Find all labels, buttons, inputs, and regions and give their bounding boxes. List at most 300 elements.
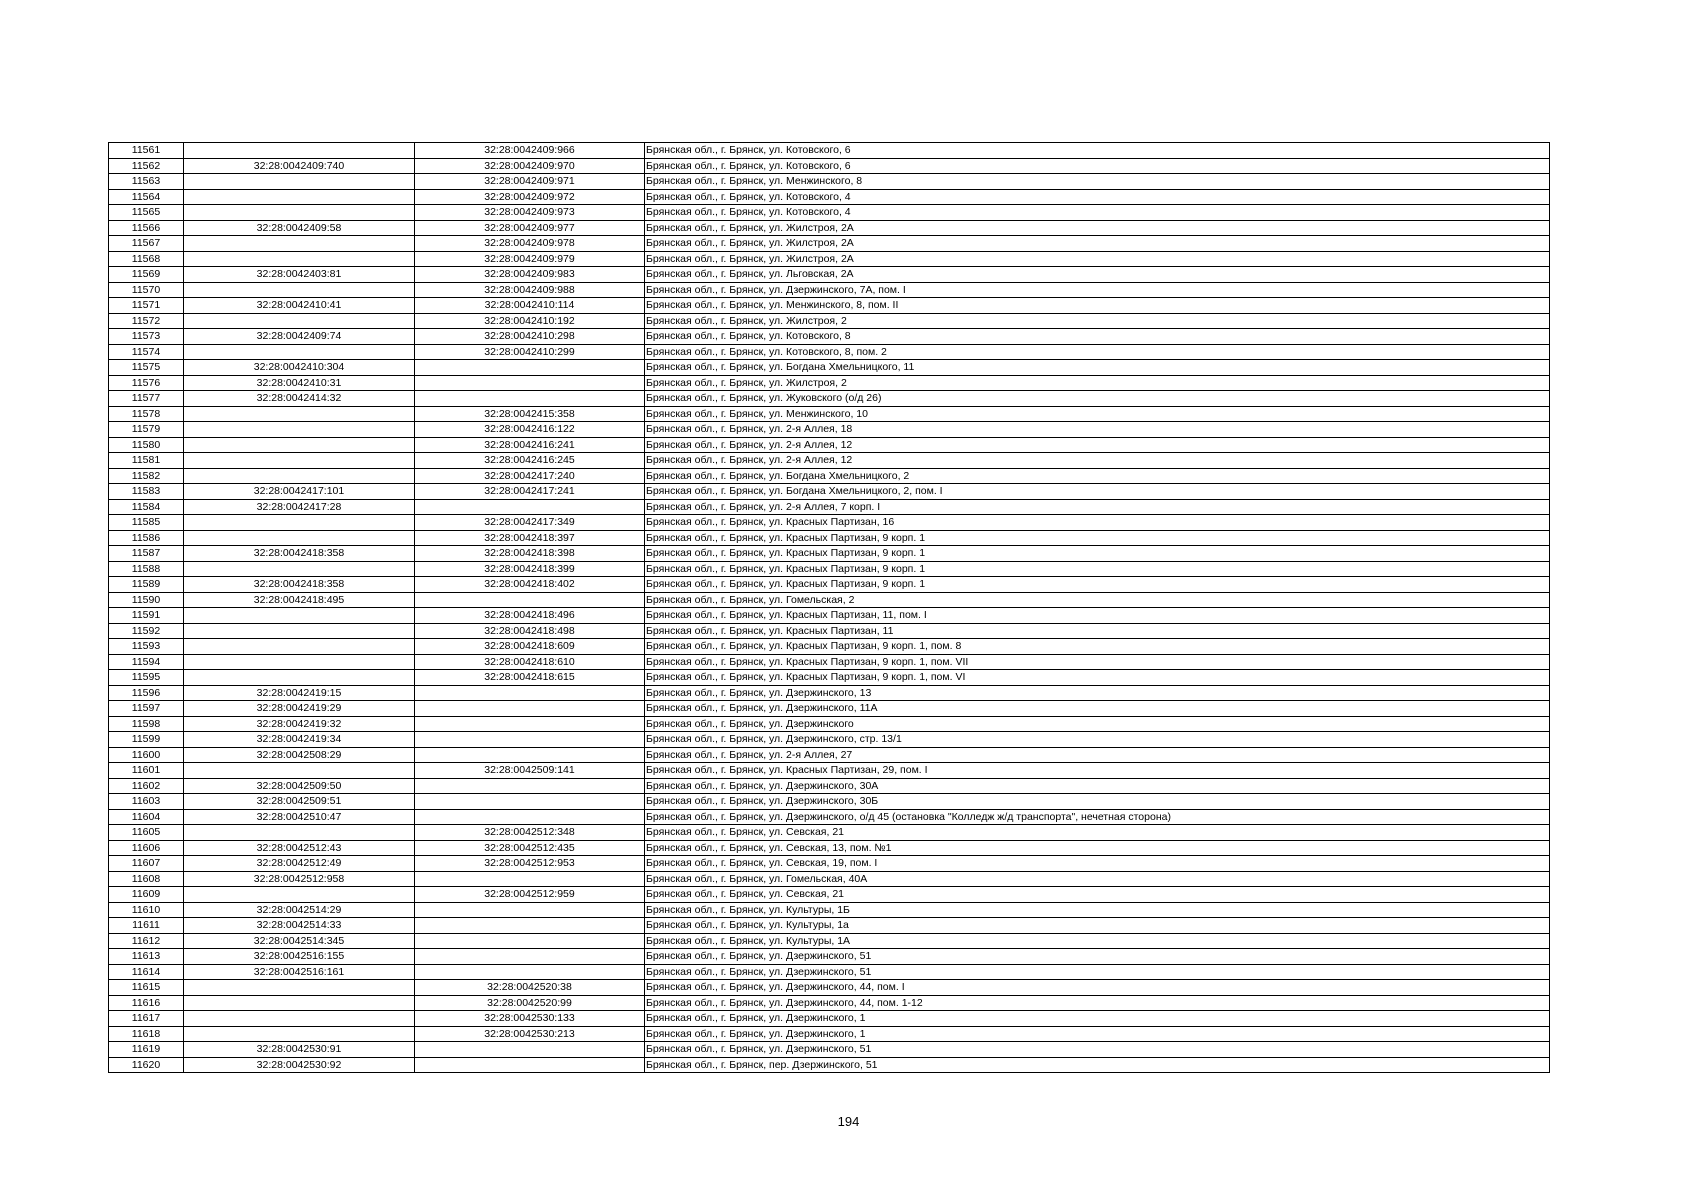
row-number-cell: 11605 — [109, 825, 184, 841]
cadastral-number-cell — [184, 670, 415, 686]
row-number-cell: 11563 — [109, 174, 184, 190]
row-number-cell: 11608 — [109, 871, 184, 887]
table-row — [109, 205, 1550, 221]
cadastral-number-cell — [184, 980, 415, 996]
table-row — [109, 732, 1550, 748]
address-cell: Брянская обл., г. Брянск, ул. Севская, 21 — [645, 887, 1550, 903]
table-row — [109, 360, 1550, 376]
row-number-cell: 11616 — [109, 995, 184, 1011]
row-number-cell: 11590 — [109, 592, 184, 608]
address-cell: Брянская обл., г. Брянск, ул. Менжинского, 10 — [645, 406, 1550, 422]
address-cell: Брянская обл., г. Брянск, ул. Богдана Хмельницкого, 2 — [645, 468, 1550, 484]
cadastral-number-object-cell: 32:28:0042409:979 — [415, 251, 645, 267]
cadastral-number-object-cell: 32:28:0042512:953 — [415, 856, 645, 872]
address-cell: Брянская обл., г. Брянск, ул. Дзержинского, 44, пом. I — [645, 980, 1550, 996]
table-row — [109, 1026, 1550, 1042]
cadastral-number-object-cell: 32:28:0042418:609 — [415, 639, 645, 655]
address-cell: Брянская обл., г. Брянск, ул. Красных Партизан, 9 корп. 1 — [645, 577, 1550, 593]
cadastral-number-cell: 32:28:0042419:15 — [184, 685, 415, 701]
row-number-cell: 11614 — [109, 964, 184, 980]
cadastral-number-cell: 32:28:0042410:304 — [184, 360, 415, 376]
row-number-cell: 11610 — [109, 902, 184, 918]
cadastral-number-object-cell — [415, 1042, 645, 1058]
cadastral-number-cell — [184, 995, 415, 1011]
table-row — [109, 422, 1550, 438]
address-cell: Брянская обл., г. Брянск, ул. Красных Партизан, 11 — [645, 623, 1550, 639]
cadastral-number-cell: 32:28:0042419:32 — [184, 716, 415, 732]
cadastral-number-cell: 32:28:0042514:29 — [184, 902, 415, 918]
cadastral-number-cell: 32:28:0042409:74 — [184, 329, 415, 345]
table-row — [109, 964, 1550, 980]
cadastral-number-object-cell — [415, 949, 645, 965]
table-row — [109, 468, 1550, 484]
address-cell: Брянская обл., г. Брянск, ул. Красных Партизан, 9 корп. 1, пом. VII — [645, 654, 1550, 670]
table-row — [109, 608, 1550, 624]
cadastral-number-object-cell — [415, 592, 645, 608]
cadastral-number-cell — [184, 825, 415, 841]
cadastral-number-cell — [184, 189, 415, 205]
cadastral-number-object-cell: 32:28:0042409:973 — [415, 205, 645, 221]
row-number-cell: 11577 — [109, 391, 184, 407]
cadastral-number-object-cell — [415, 871, 645, 887]
cadastral-number-object-cell — [415, 732, 645, 748]
cadastral-number-object-cell: 32:28:0042409:972 — [415, 189, 645, 205]
row-number-cell: 11589 — [109, 577, 184, 593]
cadastral-number-cell — [184, 561, 415, 577]
table-row — [109, 391, 1550, 407]
table-row — [109, 670, 1550, 686]
cadastral-number-object-cell: 32:28:0042512:348 — [415, 825, 645, 841]
address-cell: Брянская обл., г. Брянск, ул. 2-я Аллея, 18 — [645, 422, 1550, 438]
cadastral-number-cell: 32:28:0042509:51 — [184, 794, 415, 810]
table-row — [109, 515, 1550, 531]
cadastral-number-object-cell: 32:28:0042512:959 — [415, 887, 645, 903]
row-number-cell: 11603 — [109, 794, 184, 810]
cadastral-number-cell: 32:28:0042418:358 — [184, 546, 415, 562]
table-row — [109, 980, 1550, 996]
row-number-cell: 11604 — [109, 809, 184, 825]
address-cell: Брянская обл., г. Брянск, ул. Красных Партизан, 9 корп. 1 — [645, 530, 1550, 546]
cadastral-number-object-cell — [415, 360, 645, 376]
cadastral-number-cell: 32:28:0042409:58 — [184, 220, 415, 236]
cadastral-number-object-cell: 32:28:0042417:241 — [415, 484, 645, 500]
cadastral-number-cell: 32:28:0042516:161 — [184, 964, 415, 980]
address-cell: Брянская обл., г. Брянск, ул. Котовского, 8, пом. 2 — [645, 344, 1550, 360]
address-cell: Брянская обл., г. Брянск, ул. Менжинского, 8, пом. II — [645, 298, 1550, 314]
cadastral-number-cell — [184, 174, 415, 190]
row-number-cell: 11613 — [109, 949, 184, 965]
row-number-cell: 11587 — [109, 546, 184, 562]
table-row — [109, 763, 1550, 779]
cadastral-number-cell: 32:28:0042419:34 — [184, 732, 415, 748]
cadastral-number-cell: 32:28:0042512:49 — [184, 856, 415, 872]
address-cell: Брянская обл., г. Брянск, ул. Севская, 21 — [645, 825, 1550, 841]
row-number-cell: 11565 — [109, 205, 184, 221]
cadastral-number-cell: 32:28:0042509:50 — [184, 778, 415, 794]
address-cell: Брянская обл., г. Брянск, ул. 2-я Аллея, 12 — [645, 437, 1550, 453]
page-number: 194 — [837, 1114, 860, 1129]
address-cell: Брянская обл., г. Брянск, ул. Богдана Хмельницкого, 2, пом. I — [645, 484, 1550, 500]
address-cell: Брянская обл., г. Брянск, ул. Дзержинского, стр. 13/1 — [645, 732, 1550, 748]
cadastral-number-object-cell — [415, 778, 645, 794]
cadastral-number-cell: 32:28:0042419:29 — [184, 701, 415, 717]
address-cell: Брянская обл., г. Брянск, ул. Дзержинского, 1 — [645, 1026, 1550, 1042]
cadastral-number-object-cell: 32:28:0042418:398 — [415, 546, 645, 562]
row-number-cell: 11619 — [109, 1042, 184, 1058]
cadastral-number-object-cell — [415, 499, 645, 515]
row-number-cell: 11582 — [109, 468, 184, 484]
address-cell: Брянская обл., г. Брянск, ул. Дзержинского, 44, пом. 1-12 — [645, 995, 1550, 1011]
table-row — [109, 499, 1550, 515]
cadastral-number-cell — [184, 437, 415, 453]
cadastral-number-cell — [184, 422, 415, 438]
address-cell: Брянская обл., г. Брянск, ул. Культуры, 1а — [645, 918, 1550, 934]
document-table — [108, 142, 1550, 1073]
address-cell: Брянская обл., г. Брянск, ул. 2-я Аллея, 27 — [645, 747, 1550, 763]
table-row — [109, 329, 1550, 345]
address-cell: Брянская обл., г. Брянск, ул. Дзержинского, 13 — [645, 685, 1550, 701]
address-cell: Брянская обл., г. Брянск, ул. Котовского, 4 — [645, 189, 1550, 205]
address-cell: Брянская обл., г. Брянск, ул. Культуры, 1Б — [645, 902, 1550, 918]
table-row — [109, 701, 1550, 717]
address-cell: Брянская обл., г. Брянск, ул. Дзержинского, 30Б — [645, 794, 1550, 810]
table-row — [109, 856, 1550, 872]
table-row — [109, 282, 1550, 298]
cadastral-number-cell: 32:28:0042510:47 — [184, 809, 415, 825]
table-row — [109, 406, 1550, 422]
cadastral-number-cell: 32:28:0042508:29 — [184, 747, 415, 763]
cadastral-number-cell — [184, 608, 415, 624]
cadastral-number-cell: 32:28:0042530:92 — [184, 1057, 415, 1073]
address-cell: Брянская обл., г. Брянск, ул. Гомельская, 40А — [645, 871, 1550, 887]
address-cell: Брянская обл., г. Брянск, ул. Гомельская, 2 — [645, 592, 1550, 608]
cadastral-number-object-cell: 32:28:0042520:38 — [415, 980, 645, 996]
row-number-cell: 11578 — [109, 406, 184, 422]
row-number-cell: 11580 — [109, 437, 184, 453]
cadastral-number-object-cell: 32:28:0042417:240 — [415, 468, 645, 484]
row-number-cell: 11606 — [109, 840, 184, 856]
address-cell: Брянская обл., г. Брянск, ул. Жилстроя, 2А — [645, 236, 1550, 252]
table-row — [109, 298, 1550, 314]
row-number-cell: 11581 — [109, 453, 184, 469]
cadastral-number-object-cell: 32:28:0042520:99 — [415, 995, 645, 1011]
table-row — [109, 933, 1550, 949]
cadastral-number-object-cell: 32:28:0042418:399 — [415, 561, 645, 577]
cadastral-number-object-cell: 32:28:0042410:299 — [415, 344, 645, 360]
cadastral-number-object-cell: 32:28:0042418:498 — [415, 623, 645, 639]
cadastral-number-cell: 32:28:0042418:358 — [184, 577, 415, 593]
address-cell: Брянская обл., г. Брянск, ул. Севская, 13, пом. №1 — [645, 840, 1550, 856]
table-row — [109, 143, 1550, 159]
table-row — [109, 251, 1550, 267]
cadastral-number-object-cell: 32:28:0042409:971 — [415, 174, 645, 190]
cadastral-number-object-cell: 32:28:0042409:983 — [415, 267, 645, 283]
table-row — [109, 685, 1550, 701]
cadastral-number-object-cell: 32:28:0042418:397 — [415, 530, 645, 546]
cadastral-number-cell — [184, 453, 415, 469]
cadastral-number-cell: 32:28:0042516:155 — [184, 949, 415, 965]
row-number-cell: 11574 — [109, 344, 184, 360]
row-number-cell: 11595 — [109, 670, 184, 686]
cadastral-number-object-cell — [415, 747, 645, 763]
row-number-cell: 11607 — [109, 856, 184, 872]
cadastral-number-object-cell: 32:28:0042416:122 — [415, 422, 645, 438]
table-row — [109, 174, 1550, 190]
row-number-cell: 11599 — [109, 732, 184, 748]
row-number-cell: 11609 — [109, 887, 184, 903]
address-cell: Брянская обл., г. Брянск, ул. Красных Партизан, 9 корп. 1, пом. VI — [645, 670, 1550, 686]
table-row — [109, 344, 1550, 360]
cadastral-number-object-cell — [415, 902, 645, 918]
cadastral-number-object-cell: 32:28:0042409:966 — [415, 143, 645, 159]
table-row — [109, 530, 1550, 546]
cadastral-number-cell: 32:28:0042514:345 — [184, 933, 415, 949]
cadastral-number-cell: 32:28:0042410:31 — [184, 375, 415, 391]
row-number-cell: 11586 — [109, 530, 184, 546]
cadastral-number-cell: 32:28:0042418:495 — [184, 592, 415, 608]
row-number-cell: 11611 — [109, 918, 184, 934]
cadastral-number-cell: 32:28:0042410:41 — [184, 298, 415, 314]
row-number-cell: 11598 — [109, 716, 184, 732]
table-row — [109, 778, 1550, 794]
table-row — [109, 1057, 1550, 1073]
row-number-cell: 11588 — [109, 561, 184, 577]
address-cell: Брянская обл., г. Брянск, ул. Котовского, 6 — [645, 143, 1550, 159]
cadastral-number-object-cell: 32:28:0042418:402 — [415, 577, 645, 593]
address-cell: Брянская обл., г. Брянск, ул. 2-я Аллея, 12 — [645, 453, 1550, 469]
cadastral-number-cell — [184, 313, 415, 329]
address-cell: Брянская обл., г. Брянск, ул. Жуковского (о/д 26) — [645, 391, 1550, 407]
row-number-cell: 11571 — [109, 298, 184, 314]
cadastral-number-cell — [184, 1026, 415, 1042]
row-number-cell: 11594 — [109, 654, 184, 670]
cadastral-number-object-cell — [415, 701, 645, 717]
row-number-cell: 11572 — [109, 313, 184, 329]
table-row — [109, 654, 1550, 670]
table-row — [109, 236, 1550, 252]
table-row — [109, 592, 1550, 608]
cadastral-number-object-cell — [415, 716, 645, 732]
table-row — [109, 871, 1550, 887]
cadastral-number-object-cell — [415, 933, 645, 949]
cadastral-number-cell — [184, 515, 415, 531]
cadastral-number-object-cell: 32:28:0042509:141 — [415, 763, 645, 779]
row-number-cell: 11584 — [109, 499, 184, 515]
address-cell: Брянская обл., г. Брянск, ул. Красных Партизан, 11, пом. I — [645, 608, 1550, 624]
cadastral-number-object-cell: 32:28:0042410:114 — [415, 298, 645, 314]
row-number-cell: 11585 — [109, 515, 184, 531]
cadastral-number-cell — [184, 282, 415, 298]
table-row — [109, 577, 1550, 593]
address-cell: Брянская обл., г. Брянск, ул. Жилстроя, 2А — [645, 251, 1550, 267]
cadastral-number-cell — [184, 251, 415, 267]
cadastral-number-cell — [184, 468, 415, 484]
address-cell: Брянская обл., г. Брянск, ул. Дзержинского — [645, 716, 1550, 732]
cadastral-number-object-cell: 32:28:0042409:978 — [415, 236, 645, 252]
table-row — [109, 949, 1550, 965]
cadastral-number-cell: 32:28:0042414:32 — [184, 391, 415, 407]
cadastral-number-cell — [184, 887, 415, 903]
cadastral-number-cell: 32:28:0042514:33 — [184, 918, 415, 934]
row-number-cell: 11566 — [109, 220, 184, 236]
cadastral-number-cell — [184, 344, 415, 360]
cadastral-number-cell: 32:28:0042512:43 — [184, 840, 415, 856]
table-row — [109, 995, 1550, 1011]
address-cell: Брянская обл., г. Брянск, ул. Красных Партизан, 9 корп. 1 — [645, 561, 1550, 577]
table-row — [109, 639, 1550, 655]
table-row — [109, 158, 1550, 174]
address-cell: Брянская обл., г. Брянск, ул. Котовского, 6 — [645, 158, 1550, 174]
table-row — [109, 437, 1550, 453]
cadastral-number-object-cell: 32:28:0042418:615 — [415, 670, 645, 686]
address-cell: Брянская обл., г. Брянск, ул. Красных Партизан, 9 корп. 1, пом. 8 — [645, 639, 1550, 655]
table-row — [109, 918, 1550, 934]
address-cell: Брянская обл., г. Брянск, ул. Дзержинского, 51 — [645, 1042, 1550, 1058]
cadastral-number-object-cell: 32:28:0042409:977 — [415, 220, 645, 236]
table-row — [109, 825, 1550, 841]
row-number-cell: 11596 — [109, 685, 184, 701]
cadastral-number-cell — [184, 143, 415, 159]
address-cell: Брянская обл., г. Брянск, ул. 2-я Аллея, 7 корп. I — [645, 499, 1550, 515]
table-row — [109, 840, 1550, 856]
cadastral-number-cell: 32:28:0042512:958 — [184, 871, 415, 887]
table-row — [109, 623, 1550, 639]
cadastral-number-object-cell — [415, 391, 645, 407]
address-cell: Брянская обл., г. Брянск, ул. Севская, 19, пом. I — [645, 856, 1550, 872]
address-cell: Брянская обл., г. Брянск, ул. Богдана Хмельницкого, 11 — [645, 360, 1550, 376]
table-body — [109, 143, 1550, 1073]
address-cell: Брянская обл., г. Брянск, ул. Культуры, 1А — [645, 933, 1550, 949]
row-number-cell: 11602 — [109, 778, 184, 794]
cadastral-number-object-cell: 32:28:0042410:298 — [415, 329, 645, 345]
row-number-cell: 11583 — [109, 484, 184, 500]
cadastral-number-object-cell: 32:28:0042418:496 — [415, 608, 645, 624]
cadastral-number-cell — [184, 205, 415, 221]
address-cell: Брянская обл., г. Брянск, ул. Жилстроя, 2 — [645, 313, 1550, 329]
table-row — [109, 267, 1550, 283]
cadastral-number-object-cell: 32:28:0042409:970 — [415, 158, 645, 174]
row-number-cell: 11615 — [109, 980, 184, 996]
address-cell: Брянская обл., г. Брянск, ул. Красных Партизан, 29, пом. I — [645, 763, 1550, 779]
cadastral-number-object-cell: 32:28:0042409:988 — [415, 282, 645, 298]
table-row — [109, 546, 1550, 562]
address-cell: Брянская обл., г. Брянск, ул. Жилстроя, 2А — [645, 220, 1550, 236]
cadastral-number-cell — [184, 1011, 415, 1027]
cadastral-number-cell: 32:28:0042409:740 — [184, 158, 415, 174]
row-number-cell: 11561 — [109, 143, 184, 159]
row-number-cell: 11601 — [109, 763, 184, 779]
table-row — [109, 453, 1550, 469]
cadastral-number-object-cell: 32:28:0042415:358 — [415, 406, 645, 422]
row-number-cell: 11618 — [109, 1026, 184, 1042]
cadastral-number-cell — [184, 623, 415, 639]
address-cell: Брянская обл., г. Брянск, ул. Дзержинского, о/д 45 (остановка "Колледж ж/д транспорта", нечетная сторона) — [645, 809, 1550, 825]
cadastral-number-cell — [184, 406, 415, 422]
address-cell: Брянская обл., г. Брянск, ул. Дзержинского, 30А — [645, 778, 1550, 794]
cadastral-number-object-cell: 32:28:0042416:241 — [415, 437, 645, 453]
cadastral-number-cell — [184, 639, 415, 655]
row-number-cell: 11569 — [109, 267, 184, 283]
row-number-cell: 11576 — [109, 375, 184, 391]
address-cell: Брянская обл., г. Брянск, ул. Дзержинского, 1 — [645, 1011, 1550, 1027]
table-row — [109, 747, 1550, 763]
row-number-cell: 11597 — [109, 701, 184, 717]
table-row — [109, 902, 1550, 918]
row-number-cell: 11617 — [109, 1011, 184, 1027]
cadastral-number-object-cell — [415, 685, 645, 701]
row-number-cell: 11564 — [109, 189, 184, 205]
table-row — [109, 189, 1550, 205]
address-cell: Брянская обл., г. Брянск, ул. Дзержинского, 7А, пом. I — [645, 282, 1550, 298]
address-cell: Брянская обл., г. Брянск, пер. Дзержинского, 51 — [645, 1057, 1550, 1073]
address-cell: Брянская обл., г. Брянск, ул. Котовского, 8 — [645, 329, 1550, 345]
cadastral-number-object-cell — [415, 964, 645, 980]
cadastral-number-cell: 32:28:0042530:91 — [184, 1042, 415, 1058]
cadastral-number-cell — [184, 530, 415, 546]
table-row — [109, 716, 1550, 732]
table-row — [109, 794, 1550, 810]
row-number-cell: 11612 — [109, 933, 184, 949]
address-cell: Брянская обл., г. Брянск, ул. Льговская, 2А — [645, 267, 1550, 283]
row-number-cell: 11592 — [109, 623, 184, 639]
cadastral-number-cell: 32:28:0042417:101 — [184, 484, 415, 500]
table-row — [109, 561, 1550, 577]
row-number-cell: 11568 — [109, 251, 184, 267]
table-row — [109, 1011, 1550, 1027]
cadastral-number-object-cell — [415, 918, 645, 934]
cadastral-number-object-cell — [415, 809, 645, 825]
row-number-cell: 11591 — [109, 608, 184, 624]
cadastral-number-object-cell: 32:28:0042416:245 — [415, 453, 645, 469]
table-row — [109, 809, 1550, 825]
row-number-cell: 11570 — [109, 282, 184, 298]
cadastral-number-cell — [184, 236, 415, 252]
cadastral-number-object-cell — [415, 375, 645, 391]
cadastral-number-object-cell — [415, 794, 645, 810]
table-row — [109, 313, 1550, 329]
cadastral-number-object-cell: 32:28:0042530:133 — [415, 1011, 645, 1027]
table-row — [109, 220, 1550, 236]
row-number-cell: 11579 — [109, 422, 184, 438]
address-cell: Брянская обл., г. Брянск, ул. Дзержинского, 51 — [645, 964, 1550, 980]
row-number-cell: 11593 — [109, 639, 184, 655]
cadastral-number-object-cell: 32:28:0042512:435 — [415, 840, 645, 856]
row-number-cell: 11575 — [109, 360, 184, 376]
cadastral-number-object-cell: 32:28:0042410:192 — [415, 313, 645, 329]
cadastral-number-object-cell: 32:28:0042418:610 — [415, 654, 645, 670]
row-number-cell: 11573 — [109, 329, 184, 345]
cadastral-number-object-cell: 32:28:0042530:213 — [415, 1026, 645, 1042]
table-row — [109, 887, 1550, 903]
address-cell: Брянская обл., г. Брянск, ул. Красных Партизан, 9 корп. 1 — [645, 546, 1550, 562]
cadastral-number-object-cell: 32:28:0042417:349 — [415, 515, 645, 531]
cadastral-number-cell — [184, 763, 415, 779]
row-number-cell: 11600 — [109, 747, 184, 763]
address-cell: Брянская обл., г. Брянск, ул. Красных Партизан, 16 — [645, 515, 1550, 531]
row-number-cell: 11620 — [109, 1057, 184, 1073]
cadastral-number-object-cell — [415, 1057, 645, 1073]
address-cell: Брянская обл., г. Брянск, ул. Менжинского, 8 — [645, 174, 1550, 190]
cadastral-number-cell — [184, 654, 415, 670]
row-number-cell: 11567 — [109, 236, 184, 252]
cadastral-number-cell: 32:28:0042417:28 — [184, 499, 415, 515]
address-cell: Брянская обл., г. Брянск, ул. Котовского, 4 — [645, 205, 1550, 221]
table-row — [109, 1042, 1550, 1058]
address-cell: Брянская обл., г. Брянск, ул. Дзержинского, 51 — [645, 949, 1550, 965]
address-cell: Брянская обл., г. Брянск, ул. Дзержинского, 11А — [645, 701, 1550, 717]
cadastral-number-cell: 32:28:0042403:81 — [184, 267, 415, 283]
address-cell: Брянская обл., г. Брянск, ул. Жилстроя, 2 — [645, 375, 1550, 391]
